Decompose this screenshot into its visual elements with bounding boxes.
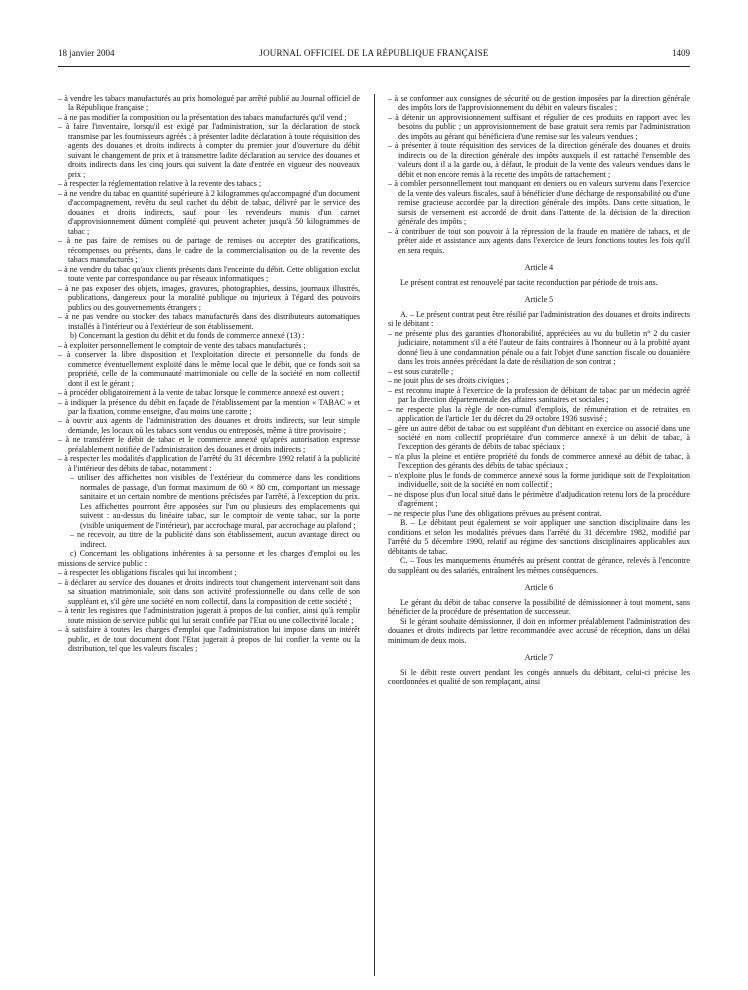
list-item: – à respecter les modalités d'application de l'arrêté du 31 décembre 1992 relatif à la publicité à l'intérieur des débits de tabac, notamment :: [58, 454, 360, 473]
list-item: – à ne vendre du tabac en quantité supérieure à 2 kilogrammes qu'accompagné d'un document d'accompagnement, revêtu du seul cachet du débit de tabac, délivré par le service des douanes et droits indirects, sauf pour les revendeurs munis d'un carnet d'approvisionnement dûment complété qui peuvent acheter jusqu'à 50 kilogrammes de tabac ;: [58, 188, 360, 236]
list-item: – est sous curatelle ;: [388, 366, 454, 376]
list-item: – ne dispose plus d'un local situé dans le périmètre d'adjudication retenu lors de la procédure d'agrément ;: [388, 489, 690, 509]
list-item: – à ne pas modifier la composition ou la présentation des tabacs manufacturés qu'il vend ;: [58, 112, 347, 122]
list-item: – à ne pas faire de remises ou de partage de remises ou accepter des gratifications, récompenses ou présents, dans le cadre de la commercialisation ou de la revente des tabacs manufacturés ;: [58, 236, 360, 265]
paragraph: c) Concernant les obligations inhérentes à sa personne et les charges d'emploi ou les missions de service public :: [58, 549, 360, 568]
list-item: – à indiquer la présence du débit en façade de l'établissement par la mention « TABAC » et par la fixation, comme enseigne, d'au moins une carotte ;: [58, 397, 360, 416]
list-item: – à ne pas exposer des objets, images, gravures, photographies, dessins, journaux illustrés, publications, dangereux pour la moralité publique ou injurieux à l'égard des pouvoirs publics ou des gouvernements étrangers ;: [58, 283, 360, 312]
list-item: – à ne pas vendre ou stocker des tabacs manufacturés dans des distributeurs automatiques installés à l'intérieur ou à l'extérieur de son établissement.: [58, 312, 360, 331]
column-separator: [374, 94, 375, 976]
issue-date: 18 janvier 2004: [58, 48, 115, 58]
list-item: – à ne vendre du tabac qu'aux clients présents dans l'enceinte du débit. Cette obligation exclut toute vente par correspondance ou par réseaux informatiques ;: [58, 264, 360, 284]
list-item: – à contribuer de tout son pouvoir à la répression de la fraude en matière de tabacs, et de prêter aide et assistance aux agents dans l'exercice de leurs fonctions toutes les fois qu'il en sera requis.: [388, 226, 690, 255]
list-item: – à vendre les tabacs manufacturés au prix homologué par arrêté publié au Journal officiel de la République française ;: [58, 94, 360, 113]
page-number: 1409: [672, 48, 690, 58]
list-item: – à respecter la réglementation relative à la revente des tabacs ;: [58, 179, 262, 189]
list-item: – à détenir un approvisionnement suffisant et régulier de ces produits en rapport avec les besoins du public ; un approvisionnement de base gratuit sera remis par l'administration des impôts au gérant qui bénéficiera d'une remise sur les valeurs vendues ;: [388, 112, 690, 141]
paragraph: Le présent contrat est renouvelé par tacite reconduction par période de trois ans.: [400, 277, 658, 287]
list-item: – à exploiter personnellement le comptoir de vente des tabacs manufacturés ;: [58, 340, 306, 350]
journal-title: JOURNAL OFFICIEL DE LA RÉPUBLIQUE FRANÇAISE: [259, 48, 489, 58]
list-item: – à déclarer au service des douanes et droits indirects tout changement intervenant soit dans sa situation matrimoniale, soit dans son activité professionnelle ou dans celle de son suppléant et, s'il gère une société en nom collectif, dans la composition de cette société ;: [58, 577, 360, 606]
page-header: [58, 48, 690, 62]
list-item: – à faire l'inventaire, lorsqu'il est exigé par l'administration, sur la déclaration de stock transmise par les fournisseurs agréés ; à présenter ladite déclaration à toute réquisition des agents des douanes et droits indirects à compter du premier jour d'ouverture du débit suivant le changement de prix et à transmettre ladite déclaration au service des douanes et droits indirects dans les cinq jours qui suivent la date d'entrée en vigueur des nouveaux prix ;: [58, 122, 360, 179]
paragraph: Si le débit reste ouvert pendant les congés annuels du débitant, celui-ci précise les coordonnées et qualité de son remplaçant, ainsi: [388, 667, 690, 687]
left-column: [58, 94, 360, 654]
article-heading: Article 7: [524, 653, 554, 663]
list-item: – ne jouit plus de ses droits civiques ;: [388, 376, 509, 386]
list-item: – gère un autre débit de tabac ou est suppléant d'un débitant en exercice ou associé dans une société en nom collectif propriétaire d'un commerce annexé à un débit de tabac, à l'exception des gérants de débits de tabac spéciaux ;: [388, 423, 690, 452]
list-item: – à procéder obligatoirement à la vente de tabac lorsque le commerce annexé est ouvert ;: [58, 388, 344, 398]
list-item: – à se conformer aux consignes de sécurité ou de gestion imposées par la direction générale des impôts lors de l'approvisionnement du débit en valeurs fiscales ;: [388, 94, 690, 113]
article-heading: Article 5: [524, 295, 554, 305]
article-heading: Article 6: [524, 583, 554, 593]
header-rule: [58, 66, 690, 67]
paragraph: B. – Le débitant peut également se voir appliquer une sanction disciplinaire dans les conditions et selon les modalités prévues dans l'arrêté du 31 décembre 1982, modifié par l'arrêté du 5 décembre 1990, relatif au régime des sanctions disciplinaires applicables aux débitants de tabac.: [388, 518, 690, 556]
right-column: [388, 94, 690, 687]
list-item: – à respecter les obligations fiscales qui lui incombent ;: [58, 568, 237, 578]
list-item: – à présenter à toute réquisition des services de la direction générale des douanes et droits indirects ou de la direction générale des impôts auxquels il est rattaché l'ensemble des valeurs dont il a la garde ou, à défaut, le produit de la vente des valeurs vendues dans le débit et non encore remis à la recette des impôts de rattachement ;: [388, 141, 690, 179]
list-item: – utiliser des affichettes non visibles de l'extérieur du commerce dans les conditions normales de passage, d'un format maximum de 60 × 80 cm, comportant un message sanitaire et un certain nombre de mentions précisées par l'arrêté, à l'exception du prix. Les affichettes pourront être apposées sur l'un ou plusieurs des emplacements qui suivent : au-dessus du linéaire tabac, sur le comptoir de vente tabac, sur la porte (visible uniquement de l'intérieur), par accrochage mural, par accrochage au plafond ;: [70, 473, 360, 530]
article-heading: Article 4: [524, 263, 554, 273]
list-item: – à combler personnellement tout manquant en deniers ou en valeurs survenu dans l'exercice de la vente des valeurs fiscales, sauf à bénéficier d'une décharge de responsabilité ou d'une remise gracieuse accordée par la direction générale des impôts. Dans cette situation, le sursis de versement est accordé de droit dans l'attente de la décision de la direction générale des impôts ;: [388, 179, 690, 227]
list-item: – ne respecte plus l'une des obligations prévues au présent contrat.: [388, 508, 602, 518]
list-item: – ne recevoir, au titre de la publicité dans son établissement, aucun avantage direct ou indirect.: [70, 530, 360, 549]
list-item: – à satisfaire à toutes les charges d'emploi que l'administration lui impose dans un intérêt public, et de tout document dont l'Etat jugerait à propos de lui confier la vente ou la distribution, tel que les valeurs fiscales ;: [58, 625, 360, 654]
list-item: – ne respecte plus la règle de non-cumul d'emplois, de rémunération et de retraites en application de l'article 1er du décret du 29 octobre 1936 susvisé ;: [388, 404, 690, 424]
paragraph: A. – Le présent contrat peut être résilié par l'administration des douanes et droits indirects si le débitant :: [388, 309, 690, 329]
list-item: – est reconnu inapte à l'exercice de la profession de débitant de tabac par un médecin agréé par la direction départementale des affaires sanitaires et sociales ;: [388, 385, 690, 405]
list-item: – n'exploite plus le fonds de commerce annexé sous la forme juridique soit de l'exploitation individuelle, soit de la société en nom collectif ;: [388, 470, 690, 490]
list-item: – n'a plus la pleine et entière propriété du fonds de commerce annexé au débit de tabac, à l'exception des gérants des débits de tabac spéciaux ;: [388, 451, 690, 471]
list-item: – à ouvrir aux agents de l'administration des douanes et droits indirects, sur leur simple demande, les locaux où les tabacs sont vendus ou entreposés, même à titre provisoire ;: [58, 416, 360, 435]
paragraph: b) Concernant la gestion du débit et du fonds de commerce annexé (13) :: [70, 331, 305, 341]
list-item: – à tenir les registres que l'administration jugerait à propos de lui confier, ainsi qu'à remplir toute mission de service public qui lui serait confiée par l'Etat ou une collectivité locale ;: [58, 606, 360, 625]
list-item: – à conserver la libre disposition et l'exploitation directe et personnelle du fonds de commerce éventuellement exploité dans le même local que le débit, que ce fonds soit sa propriété, celle de la communauté matrimoniale ou celle de la société en nom collectif dont il est le gérant ;: [58, 350, 360, 388]
paragraph: C. – Tous les manquements énumérés au présent contrat de gérance, relevés à l'encontre du suppléant ou des salariés, entraînent les mêmes conséquences.: [388, 556, 690, 575]
list-item: – ne présente plus des garanties d'honorabilité, appréciées au vu du bulletin n° 2 du casier judiciaire, notamment s'il a été l'auteur de faits contraires à l'honneur ou à la probité ayant donné lieu à une condamnation pénale ou a fait l'objet d'une sanction fiscale ou douanière dans les trois années précédant la date de résiliation de son contrat ;: [388, 328, 690, 367]
paragraph: Si le gérant souhaite démissionner, il doit en informer préalablement l'administration des douanes et droits indirects par lettre recommandée avec accusé de réception, dans un délai minimum de deux mois.: [388, 616, 690, 645]
list-item: – à ne transférer le débit de tabac et le commerce annexé qu'après autorisation expresse préalablement notifiée de l'administration des douanes et droits indirects ;: [58, 435, 360, 454]
paragraph: Le gérant du débit de tabac conserve la possibilité de démissionner à tout moment, sans bénéficier de la procédure de présentation de successeur.: [388, 597, 690, 617]
